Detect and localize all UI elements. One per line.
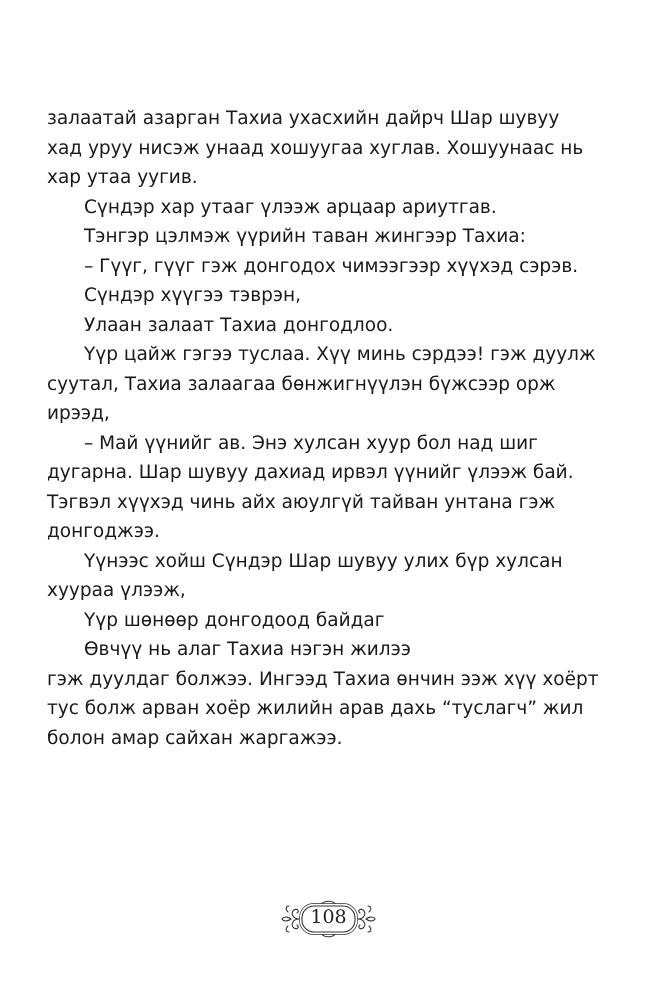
text-line: донгоджээ. bbox=[47, 521, 160, 542]
text-line: – Гүүг, гүүг гэж донгодох чимээгээр хүүхэд сэрэв. bbox=[84, 255, 579, 277]
text-line: Тэгвэл хүүхэд чинь айх аюулгүй тайван унтана гэж bbox=[47, 491, 556, 513]
page-number bbox=[278, 899, 379, 939]
text-line: Сүндэр хар утааг үлээж арцаар ариутгав. bbox=[84, 196, 497, 218]
text-line: Тэнгэр цэлмэж үүрийн таван жингээр Тахиа: bbox=[84, 226, 526, 247]
text-line: хуураа үлээж, bbox=[47, 580, 186, 601]
text-line: дугарна. Шар шувуу дахиад ирвэл үүнийг үлээж бай. bbox=[47, 462, 574, 483]
text-line: болон амар сайхан жаргажээ. bbox=[47, 727, 343, 749]
text-line: хар утаа уугив. bbox=[47, 167, 198, 188]
text-line: Үүр цайж гэгээ туслаа. Хүү минь сэрдээ! гэж дуулж bbox=[84, 344, 596, 365]
text-line: Үүр шөнөөр донгодоод байдаг bbox=[84, 609, 385, 631]
text-line: – Май үүнийг ав. Энэ хулсан хуур бол над шиг bbox=[84, 432, 538, 454]
text-line: тус болж арван хоёр жилийн арав дахь “туслагч” жил bbox=[47, 698, 584, 719]
text-line: залаатай азарган Тахиа ухасхийн дайрч Шар шувуу bbox=[47, 108, 560, 129]
text-line: Сүндэр хүүгээ тэврэн, bbox=[84, 285, 301, 306]
text-line: Улаан залаат Тахиа донгодлоо. bbox=[84, 314, 394, 336]
text-line: Үүнээс хойш Сүндэр Шар шувуу улих бүр хулсан bbox=[84, 550, 563, 572]
text-line: суутал, Тахиа залаагаа бөнжигнүүлэн бүжсээр орж bbox=[47, 373, 556, 395]
page-number-text: 108 bbox=[310, 906, 347, 928]
text-line: Өвчүү нь алаг Тахиа нэгэн жилээ bbox=[84, 639, 411, 660]
text-line: хад уруу нисэж унаад хошуугаа хуглав. Хошуунаас нь bbox=[47, 137, 584, 159]
text-line: ирээд, bbox=[47, 403, 110, 424]
text-line: гэж дуулдаг болжээ. Ингээд Тахиа өнчин ээж хүү хоёрт bbox=[47, 668, 599, 690]
body-text bbox=[47, 104, 613, 753]
